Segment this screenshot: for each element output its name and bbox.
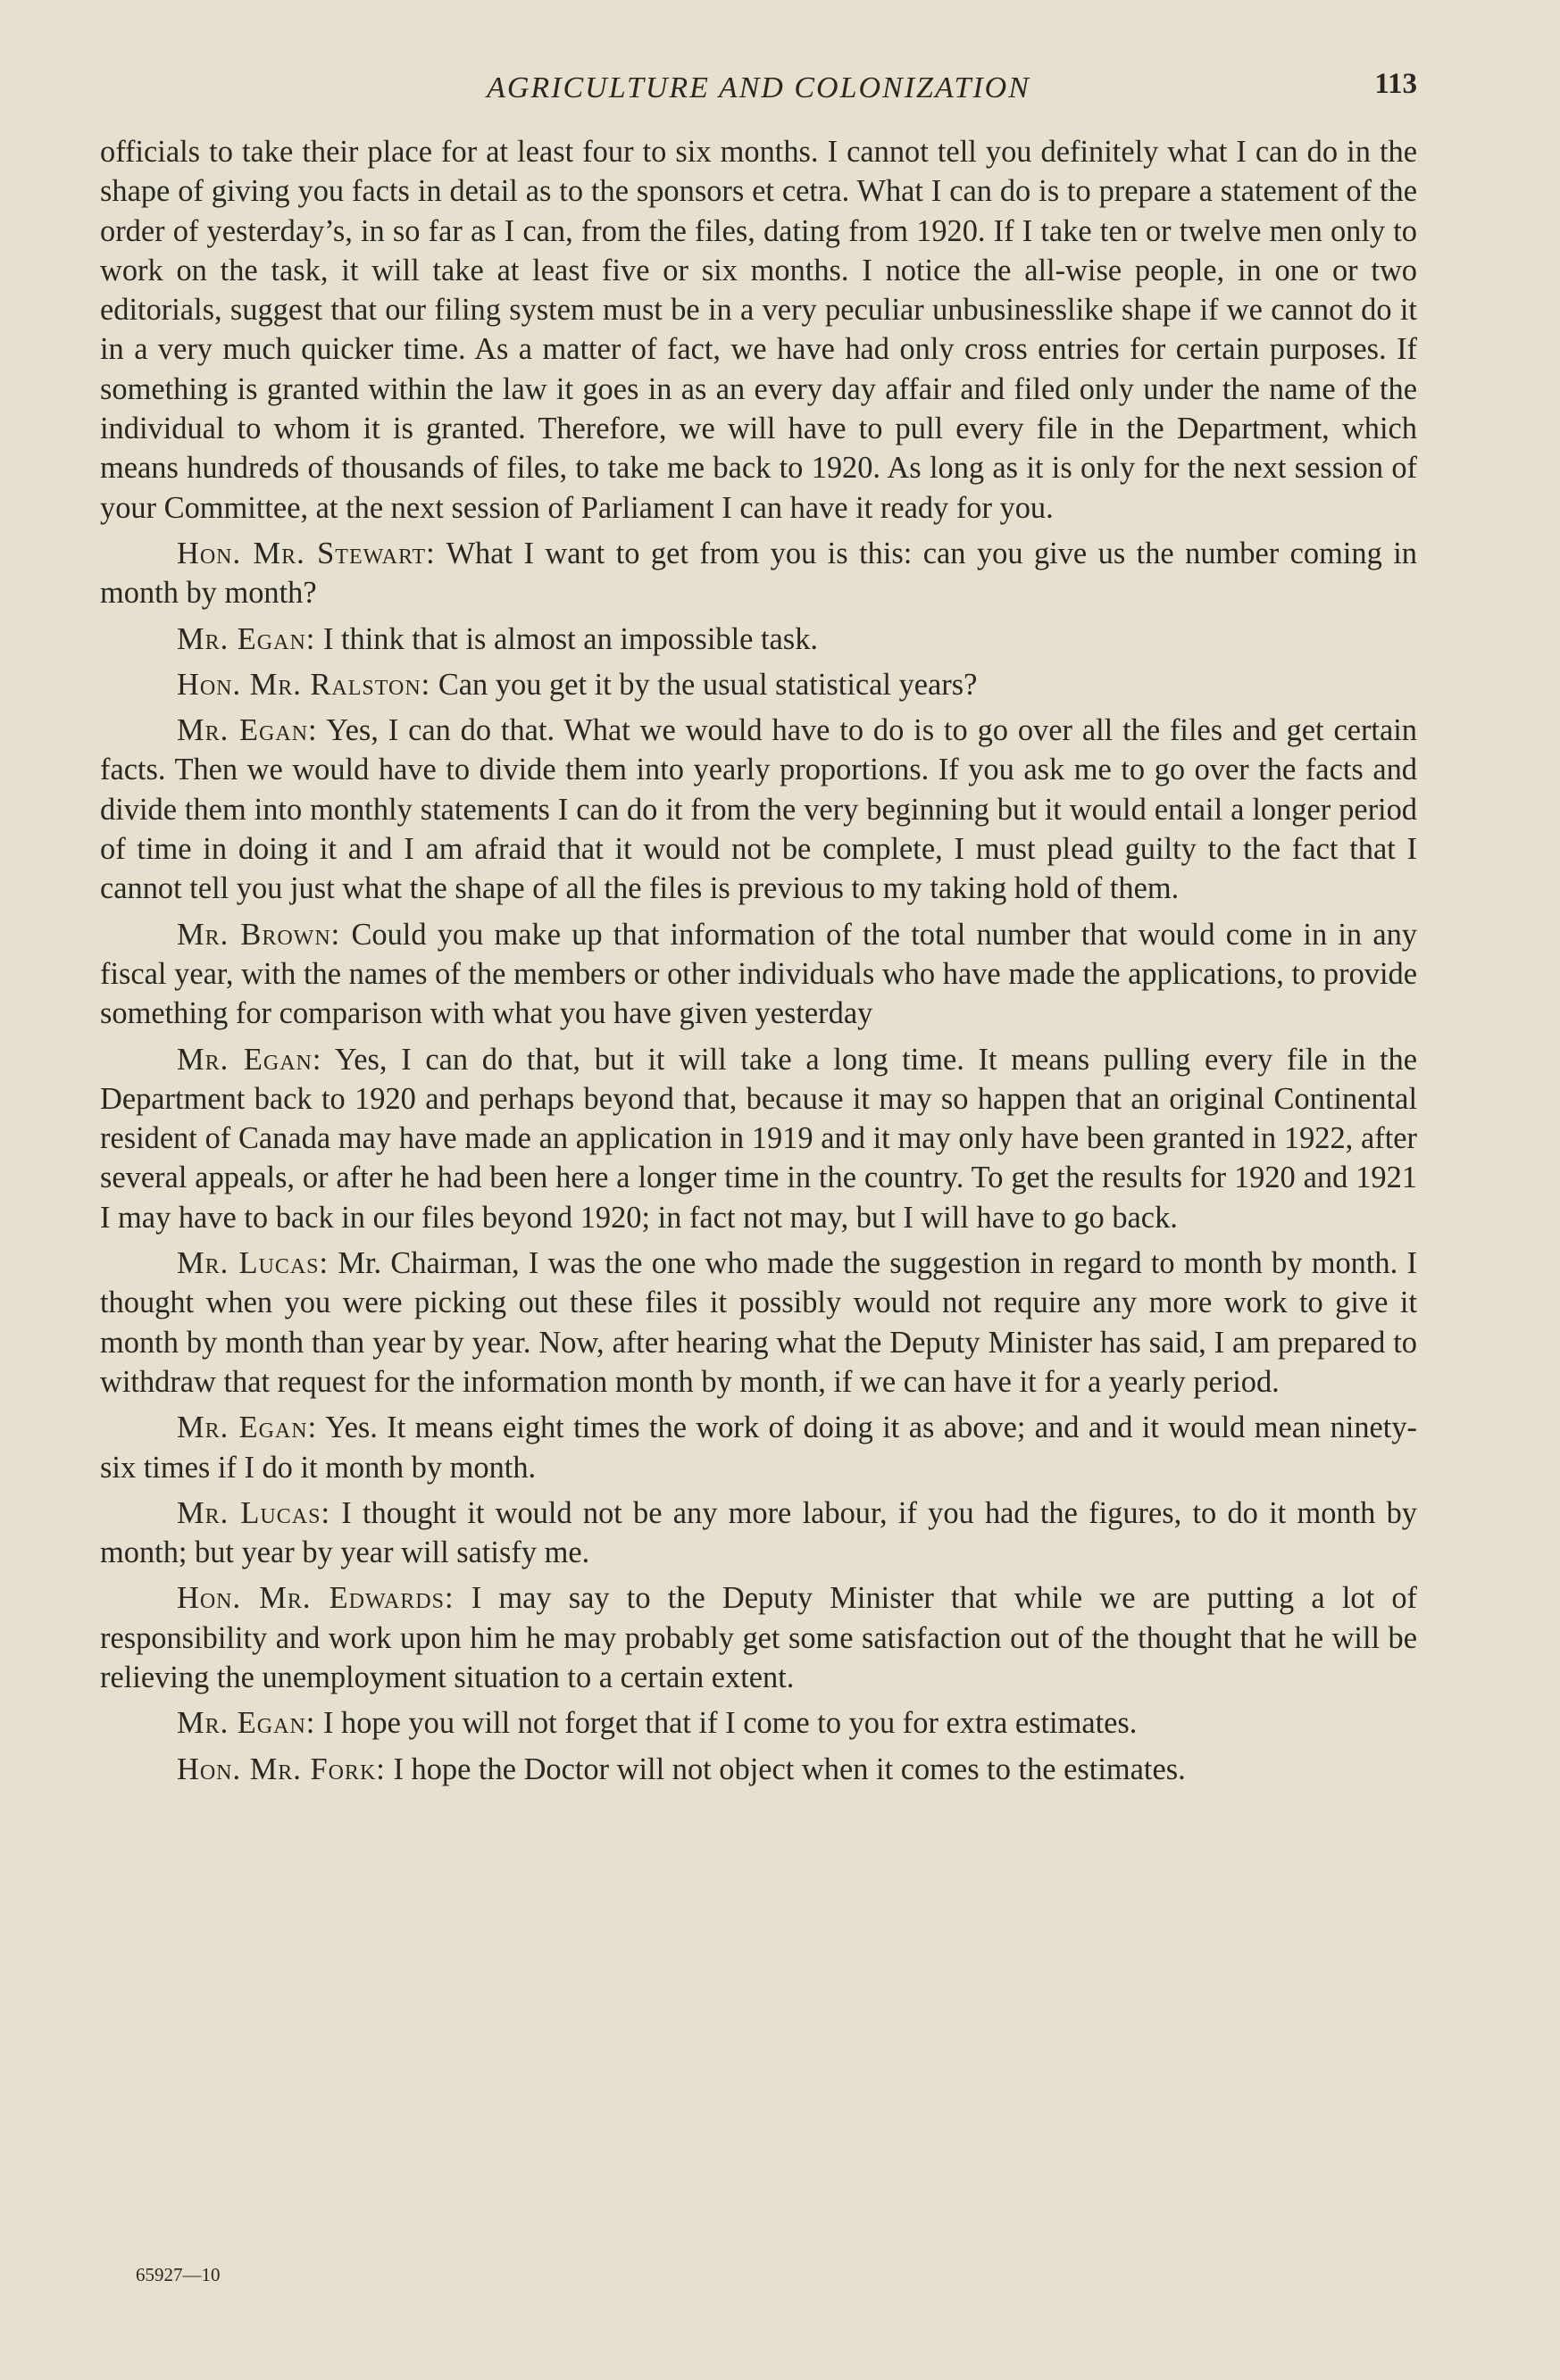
page-number: 113	[1374, 68, 1417, 100]
speaker-name: Mr. Egan:	[177, 1411, 318, 1445]
paragraph-text: What I want to get from you is this: can you give us the number coming in month by month?	[100, 536, 1417, 611]
running-header	[100, 66, 1417, 120]
speaker-name: Mr. Lucas:	[177, 1495, 331, 1530]
paragraph-text: Yes. It means eight times the work of doing it as above; and and it would mean ninety-six times if I do it month by month.	[100, 1411, 1418, 1485]
paragraph	[100, 620, 1417, 659]
speaker-name: Mr. Lucas:	[177, 1246, 330, 1281]
paragraph-text: I may say to the Deputy Minister that while we are putting a lot of responsibility and work upon him he may probably get some satisfaction out of the thought that he will be relieving the unemployment situation to a certain extent.	[100, 1581, 1417, 1694]
paragraph	[100, 1408, 1417, 1487]
printer-signature: 65927—10	[136, 2264, 221, 2285]
paragraph	[100, 915, 1417, 1034]
speaker-name: Mr. Egan:	[177, 1706, 316, 1741]
paragraph-text: I hope you will not forget that if I come to you for extra estimates.	[322, 1706, 1138, 1741]
speaker-name: Hon. Mr. Edwards:	[177, 1581, 455, 1616]
header-title: AGRICULTURE AND COLONIZATION	[487, 71, 1030, 104]
paragraph	[100, 1040, 1417, 1237]
speaker-name: Hon. Mr. Fork:	[177, 1752, 386, 1786]
paragraph-text: Mr. Chairman, I was the one who made the suggestion in regard to month by month. I thought when you were picking out these files it possibly would not require any more work to give it month by month than year by year. Now, after hearing what the Deputy Minister has said, I am prepared to withdraw that request for the information month by month, if we can have it for a yearly period.	[100, 1246, 1417, 1399]
paragraph	[100, 665, 1417, 704]
paragraph-text: Can you get it by the usual statistical years?	[438, 667, 978, 702]
paragraph	[100, 711, 1417, 908]
paragraph-text: officials to take their place for at least four to six months. I cannot tell you definitely what I can do in the shape of giving you facts in detail as to the sponsors et cetra. What I can do is to prepare a statement of the order of yesterday’s, in so far as I can, from the files, dating from 1920. If I take ten or twelve men only to work on the task, it will take at least five or six months. I notice the all-wise people, in one or two editorials, suggest that our filing system must be in a very peculiar unbusinesslike shape if we cannot do it in a very much quicker time. As a matter of fact, we have had only cross entries for certain purposes. If something is granted within the law it goes in as an every day affair and filed only under the name of the individual to whom it is granted. Therefore, we will have to pull every file in the Department, which means hundreds of thousands of files, to take me back to 1920. As long as it is only for the next session of your Committee, at the next session of Parliament I can have it ready for you.	[100, 135, 1417, 525]
paragraph-text: Could you make up that information of the total number that would come in in any fiscal year, with the names of the members or other individuals who have made the applications, to provide something for comparison with what you have given yesterday	[100, 917, 1417, 1031]
paragraph-text: Yes, I can do that, but it will take a long time. It means pulling every file in the Department back to 1920 and perhaps beyond that, because it may so happen that an original Continental resident of Canada may have made an application in 1919 and it may only have been granted in 1922, after several appeals, or after he had been here a longer time in the country. To get the results for 1920 and 1921 I may have to back in our files beyond 1920; in fact not may, but I will have to go back.	[100, 1042, 1417, 1235]
paragraph-text: I thought it would not be any more labour, if you had the figures, to do it month by month; but year by year will satisfy me.	[100, 1495, 1417, 1570]
paragraph	[100, 534, 1417, 613]
speaker-name: Hon. Mr. Stewart:	[177, 536, 436, 570]
body-text	[100, 132, 1417, 1795]
paragraph	[100, 1703, 1417, 1743]
paragraph-text: Yes, I can do that. What we would have to do is to go over all the files and get certain facts. Then we would have to divide them into yearly proportions. If you ask me to go over the facts and divide them into monthly statements I can do it from the very beginning but it would entail a longer period of time in doing it and I am afraid that it would not be complete, I must plead guilty to the fact that I cannot tell you just what the shape of all the files is previous to my taking hold of them.	[100, 713, 1418, 906]
paragraph-text: I hope the Doctor will not object when it comes to the estimates.	[393, 1752, 1186, 1786]
speaker-name: Mr. Egan:	[177, 1042, 322, 1077]
speaker-name: Mr. Egan:	[177, 713, 318, 748]
paragraph	[100, 1244, 1417, 1402]
paragraph	[100, 1494, 1417, 1573]
paragraph	[100, 1750, 1417, 1789]
speaker-name: Mr. Brown:	[177, 917, 341, 952]
paragraph-text: I think that is almost an impossible task.	[322, 621, 818, 656]
speaker-name: Mr. Egan:	[177, 621, 316, 656]
paragraph	[100, 132, 1417, 528]
speaker-name: Hon. Mr. Ralston:	[177, 667, 431, 702]
paragraph	[100, 1578, 1417, 1697]
